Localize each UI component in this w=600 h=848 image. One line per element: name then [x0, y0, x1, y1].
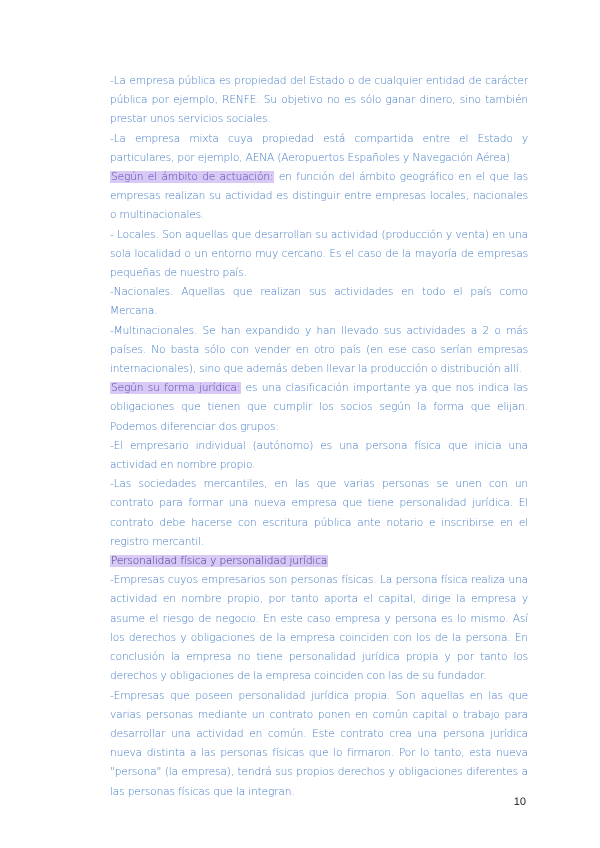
paragraph-text: -La empresa mixta cuya propiedad está compartida entre el Estado y particulares, por ejemplo, AENA (Aeropuertos Españoles y Navegación Aérea)	[110, 132, 528, 164]
paragraph-personalidad-heading	[110, 552, 528, 571]
paragraph-ambito-actuacion	[110, 168, 528, 226]
paragraph-locales	[110, 226, 528, 284]
paragraph-text: -Empresas que poseen personalidad jurídica propia. Son aquellas en las que varias personas mediante un contrato ponen en común capital o trabajo para desarrollar una actividad en común. Este contrato crea una persona jurídica nueva distinta a las personas físicas que lo firmaron. Por lo tanto, esta nueva "persona" (la empresa), tendrá sus propios derechos y obligaciones diferentes a las personas físicas que la integran.	[110, 689, 528, 798]
paragraph-text: -Nacionales. Aquellas que realizan sus actividades en todo el país como Mercana.	[110, 286, 528, 318]
page-number: 10	[513, 796, 526, 808]
paragraph-text: -Multinacionales. Se han expandido y han llevado sus actividades a 2 o más países. No basta sólo con vender en otro país (en ese caso serían empresas internacionales), sino que además deben llevar la producción o distribución allí.	[110, 324, 528, 376]
paragraph-text: -Las sociedades mercantiles, en las que varias personas se unen con un contrato para formar una nueva empresa que tiene personalidad jurídica. El contrato debe hacerse con escritura pública ante notario e inscribirse en el registro mercantil.	[110, 478, 528, 548]
highlighted-heading: Según su forma jurídica:	[111, 382, 241, 395]
paragraph-empresa-publica	[110, 72, 528, 130]
paragraph-text: - Locales. Son aquellas que desarrollan su actividad (producción y venta) en una sola localidad o un entorno muy cercano. Es el caso de la mayoría de empresas pequeñas de nuestro país.	[110, 228, 528, 280]
paragraph-sociedades-mercantiles	[110, 475, 528, 552]
paragraph-personas-fisicas	[110, 571, 528, 686]
highlighted-heading: Personalidad física y personalidad jurídica	[111, 555, 328, 568]
paragraph-text: -La empresa pública es propiedad del Estado o de cualquier entidad de carácter pública por ejemplo, RENFE. Su objetivo no es sólo ganar dinero, sino también prestar unos servicios sociales.	[110, 75, 528, 126]
paragraph-empresa-mixta	[110, 130, 528, 168]
paragraph-personalidad-juridica	[110, 687, 528, 802]
paragraph-text: en función del ámbito geográfico en el que las empresas realizan su actividad es distinguir entre empresas locales, nacionales o multinacionales.	[110, 171, 528, 222]
paragraph-nacionales	[110, 283, 528, 321]
paragraph-multinacionales	[110, 322, 528, 380]
highlighted-heading: Según el ámbito de actuación:	[111, 171, 274, 184]
paragraph-text: -Empresas cuyos empresarios son personas físicas. La persona física realiza una actividad en nombre propio, por tanto aporta el capital, dirige la empresa y asume el riesgo de negocio. En este caso empresa y persona es lo mismo. Así los derechos y obligaciones de la empresa coinciden con los de la persona. En conclusión la empresa no tiene personalidad jurídica propia y por tanto los derechos y obligaciones de la empresa coinciden con las de su fundador.	[110, 574, 528, 683]
paragraph-empresario-individual	[110, 437, 528, 475]
document-body	[110, 72, 528, 802]
paragraph-forma-juridica	[110, 379, 528, 437]
paragraph-text: -El empresario individual (autónomo) es una persona física que inicia una actividad en nombre propio.	[110, 439, 528, 472]
paragraph-text: es una clasificación importante ya que nos indica las obligaciones que tienen que cumplir los socios según la forma que elijan. Podemos diferenciar dos grupos:	[110, 382, 528, 433]
